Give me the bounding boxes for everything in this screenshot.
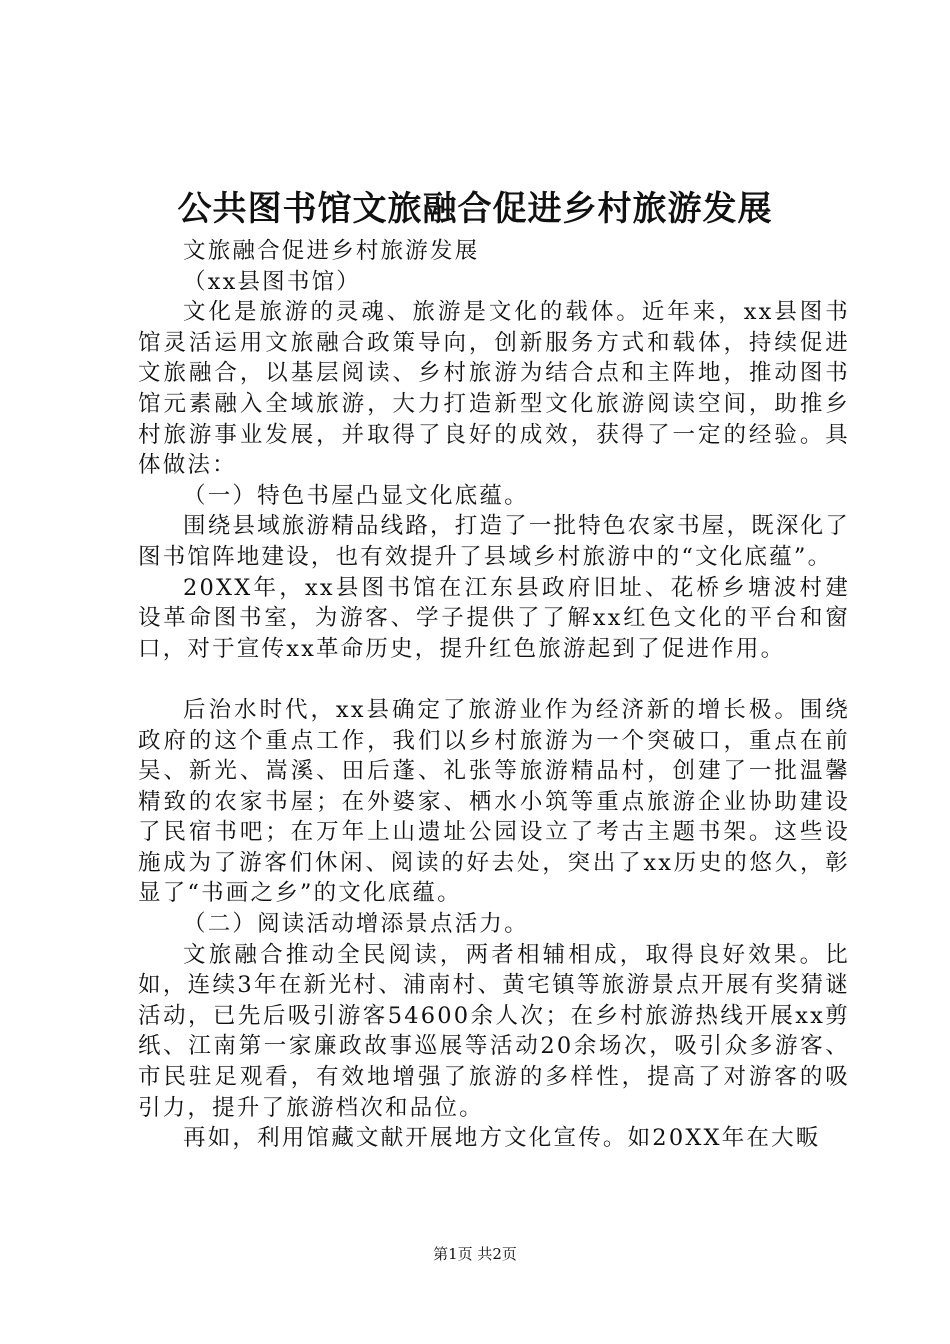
blank-line (138, 664, 850, 695)
body-paragraph: 文化是旅游的灵魂、旅游是文化的载体。近年来，xx县图书馆灵活运用文旅融合政策导向，创新服务方式和载体，持续促进文旅融合，以基层阅读、乡村旅游为结合点和主阵地，推动图书馆元素融入全域旅游，大力打造新型文化旅游阅读空间，助推乡村旅游事业发展，并取得了良好的成效，获得了一定的经验。具体做法： (138, 299, 850, 479)
section-heading: （二）阅读活动增添景点活力。 (183, 911, 529, 938)
body-paragraph: 后治水时代，xx县确定了旅游业作为经济新的增长极。围绕政府的这个重点工作，我们以乡村旅游为一个突破口，重点在前吴、新光、嵩溪、田后蓬、礼张等旅游精品村，创建了一批温馨精致的农家书屋；在外婆家、栖水小筑等重点旅游企业协助建设了民宿书吧；在万年上山遗址公园设立了考古主题书架。这些设施成为了游客们休闲、阅读的好去处，突出了xx历史的悠久，彰显了“书画之乡”的文化底蕴。 (138, 696, 850, 907)
body-paragraph: 20XX年，xx县图书馆在江东县政府旧址、花桥乡塘波村建设革命图书室，为游客、学子提供了了解xx红色文化的平台和窗口，对于宣传xx革命历史，提升红色旅游起到了促进作用。 (138, 574, 850, 662)
subtitle-paragraph: 文旅融合促进乡村旅游发展 (183, 238, 480, 264)
author-paragraph: （xx县图书馆） (183, 268, 361, 295)
document-title: 公共图书馆文旅融合促进乡村旅游发展 (177, 189, 773, 229)
document-body (138, 236, 850, 1154)
page-footer: 第1页 共2页 (433, 1245, 517, 1263)
body-paragraph: 围绕县域旅游精品线路，打造了一批特色农家书屋，既深化了图书馆阵地建设，也有效提升了县域乡村旅游中的“文化底蕴”。 (138, 513, 850, 570)
body-paragraph: 再如，利用馆藏文献开展地方文化宣传。如20XX年在大畈 (183, 1125, 821, 1152)
section-heading: （一）特色书屋凸显文化底蕴。 (183, 482, 529, 509)
body-paragraph: 文旅融合推动全民阅读，两者相辅相成，取得良好效果。比如，连续3年在新光村、浦南村、黄宅镇等旅游景点开展有奖猜谜活动，已先后吸引游客54600余人次；在乡村旅游热线开展xx剪纸、江南第一家廉政故事巡展等活动20余场次，吸引众多游客、市民驻足观看，有效地增强了旅游的多样性，提高了对游客的吸引力，提升了旅游档次和品位。 (138, 941, 850, 1121)
